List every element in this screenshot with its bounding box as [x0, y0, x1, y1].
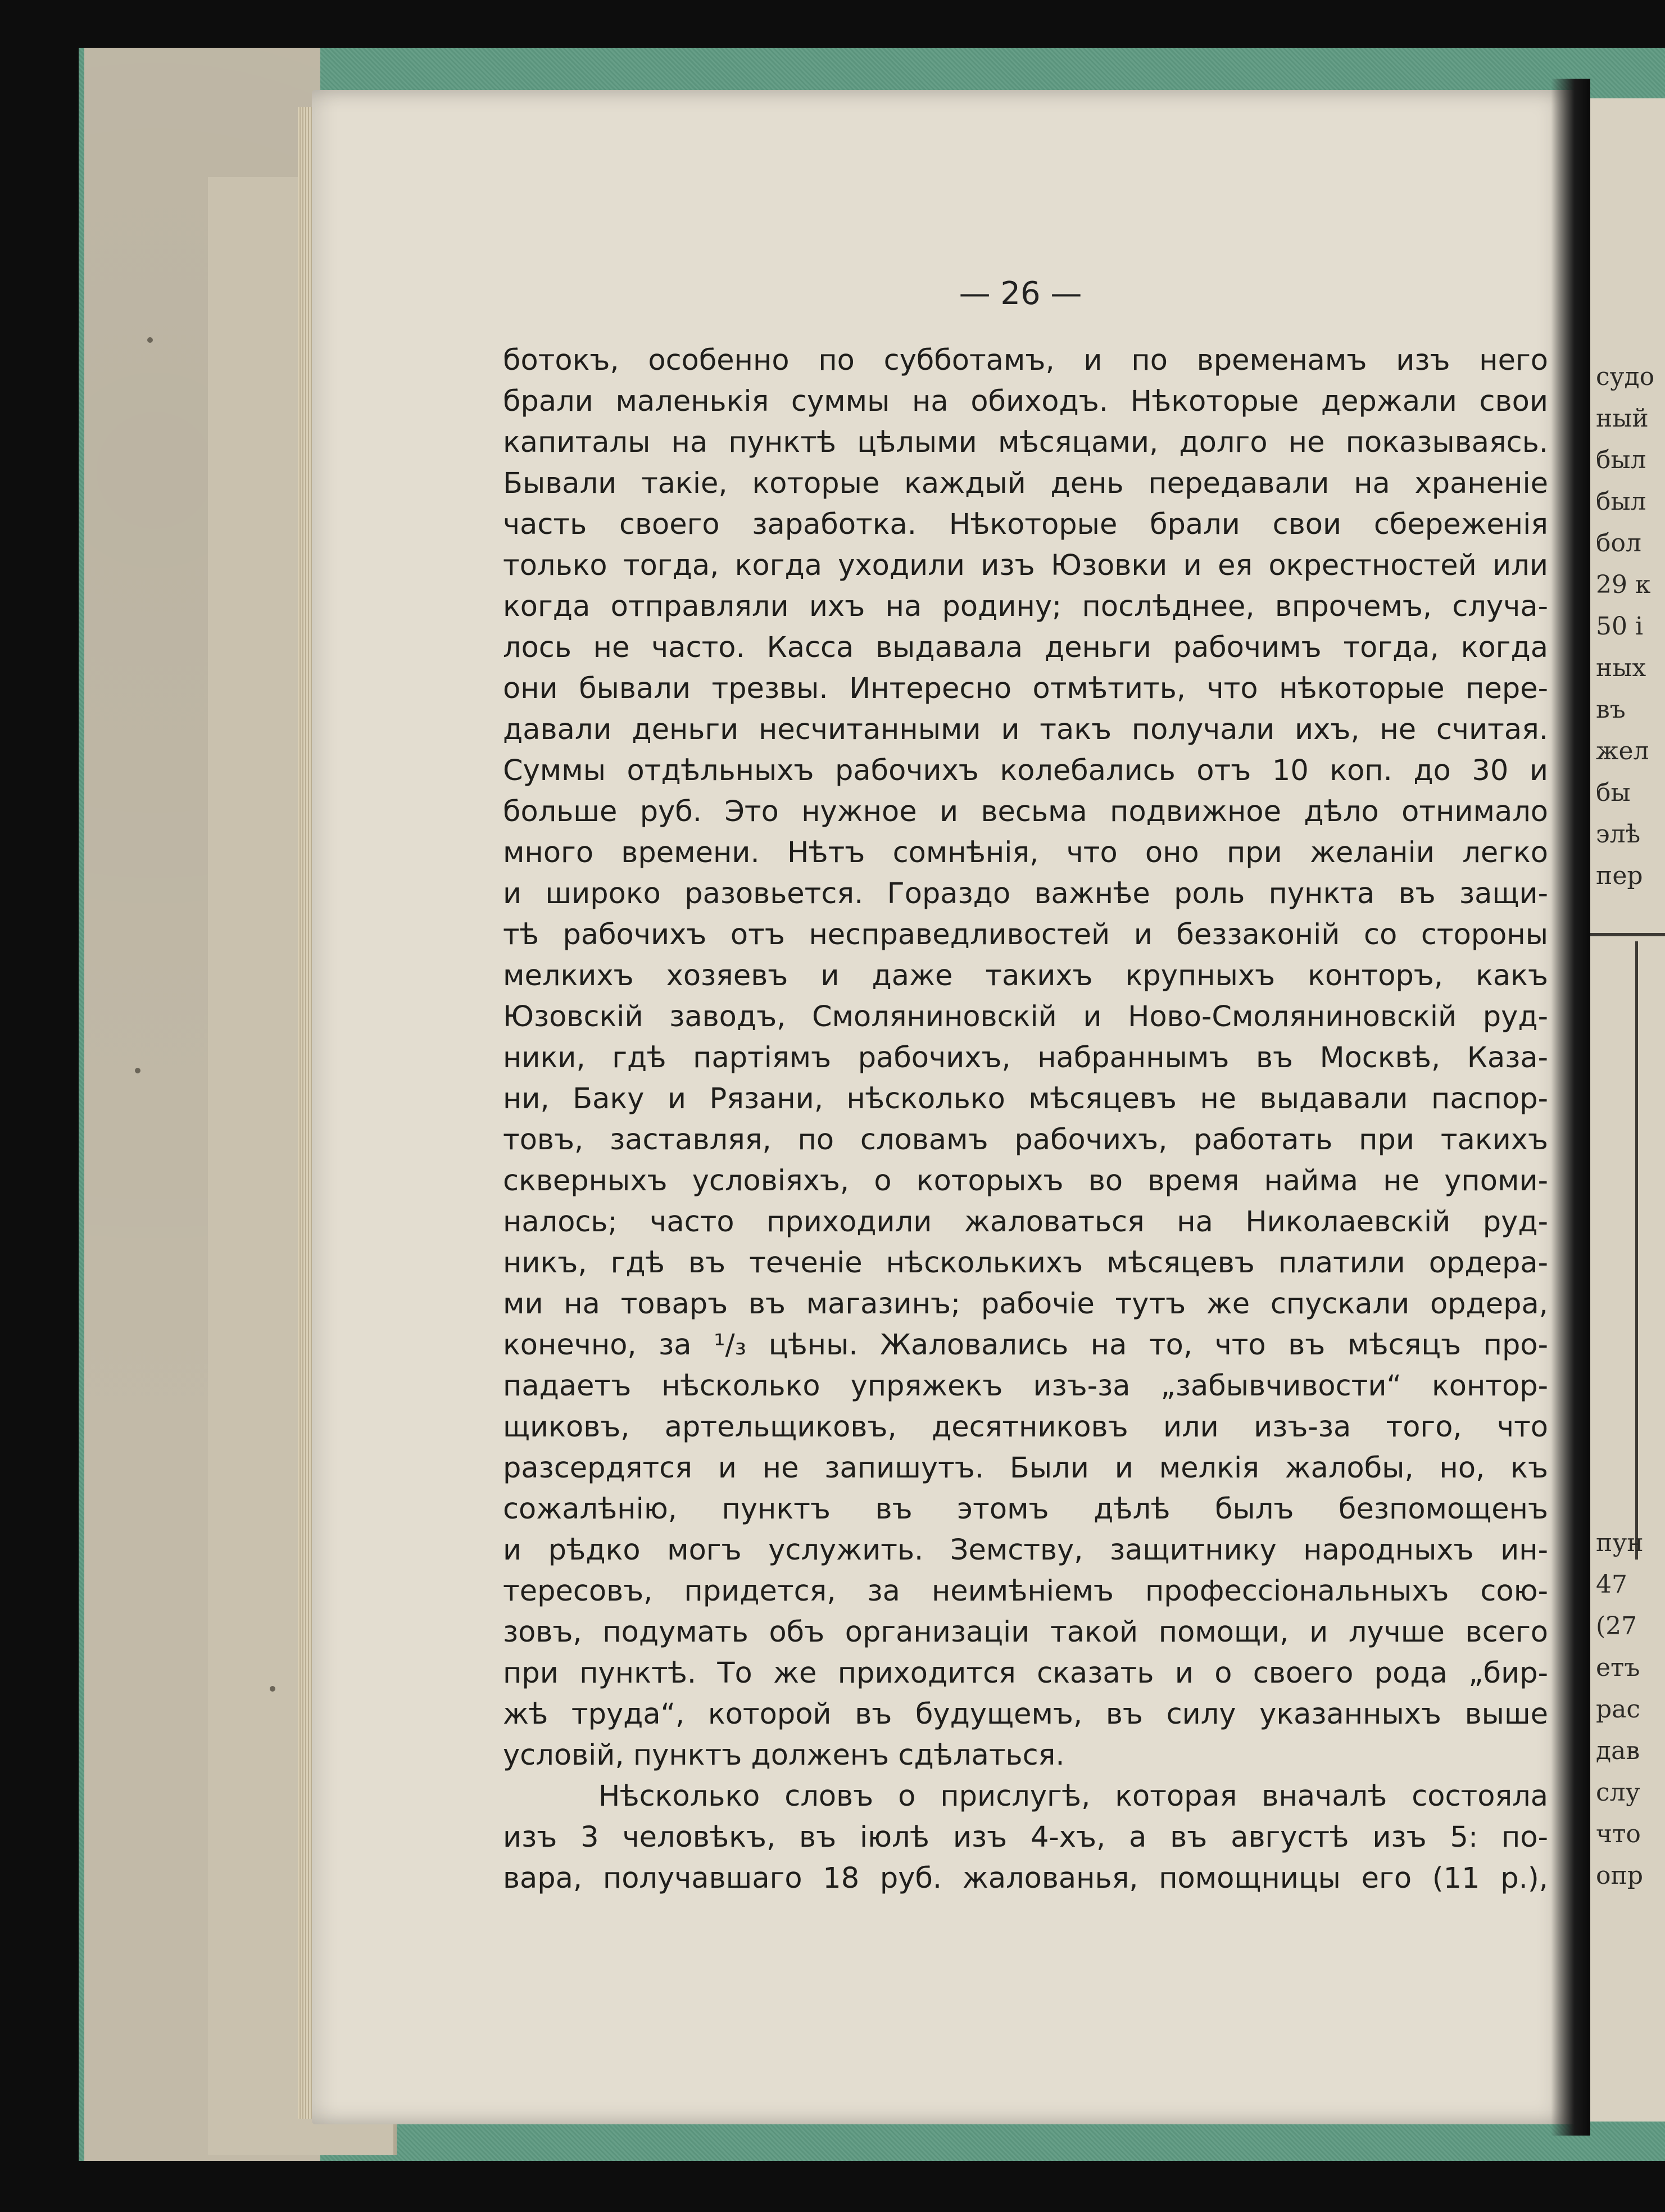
text-line: скверныхъ условіяхъ, о которыхъ во время найма не упоми- — [503, 1164, 1548, 1198]
right-page-fragment: 50 і — [1596, 612, 1644, 641]
spine-mark — [147, 337, 153, 343]
right-page-fragment: что — [1596, 1820, 1641, 1848]
spine-paper-strip — [84, 48, 320, 2161]
text-line: когда отправляли ихъ на родину; послѣднее, впрочемъ, случа- — [503, 590, 1548, 623]
text-line: жѣ труда“, которой въ будущемъ, въ силу указанныхъ выше — [503, 1698, 1548, 1731]
right-page-fragment: 47 — [1596, 1570, 1627, 1599]
text-line: тѣ рабочихъ отъ несправедливостей и беззаконій со стороны — [503, 918, 1548, 951]
text-line: они бывали трезвы. Интересно отмѣтить, что нѣкоторые пере- — [503, 672, 1548, 705]
right-page-fragment: дав — [1596, 1737, 1640, 1765]
text-line: давали деньги несчитанными и такъ получали ихъ, не считая. — [503, 713, 1548, 746]
page-number: — 26 — — [959, 275, 1082, 312]
body-text — [503, 340, 1548, 1899]
text-line: много времени. Нѣтъ сомнѣнія, что оно при желаніи легко — [503, 836, 1548, 869]
right-page-fragment: слу — [1596, 1778, 1640, 1807]
right-page-fragment: етъ — [1596, 1653, 1640, 1682]
text-line: Бывали такіе, которые каждый день передавали на храненіе — [503, 467, 1548, 500]
text-line: и широко разовьется. Гораздо важнѣе роль пункта въ защи- — [503, 877, 1548, 910]
text-line: сожалѣнію, пунктъ въ этомъ дѣлѣ былъ безпомощенъ — [503, 1493, 1548, 1526]
text-line: ники, гдѣ партіямъ рабочихъ, набраннымъ въ Москвѣ, Каза- — [503, 1041, 1548, 1075]
right-page-fragment: был — [1596, 446, 1646, 474]
text-line: больше руб. Это нужное и весьма подвижное дѣло отнимало — [503, 795, 1548, 828]
text-line: тересовъ, придется, за неимѣніемъ профессіональныхъ сою- — [503, 1575, 1548, 1608]
page-gutter-shadow — [1551, 79, 1590, 2136]
text-line: мелкихъ хозяевъ и даже такихъ крупныхъ конторъ, какъ — [503, 959, 1548, 992]
text-line: ни, Баку и Рязани, нѣсколько мѣсяцевъ не выдавали паспор- — [503, 1082, 1548, 1116]
right-page-fragment: жел — [1596, 737, 1649, 765]
right-page-rule — [1590, 933, 1665, 936]
right-page-fragment: пун — [1596, 1529, 1644, 1557]
right-page-fragment: опр — [1596, 1861, 1643, 1890]
right-page-fragment: ный — [1596, 404, 1649, 433]
right-page-fragment: въ — [1596, 695, 1626, 724]
text-line: часть своего заработка. Нѣкоторые брали свои сбереженія — [503, 508, 1548, 541]
right-page-fragment: бы — [1596, 778, 1631, 807]
text-line: падаетъ нѣсколько упряжекъ изъ-за „забывчивости“ контор- — [503, 1370, 1548, 1403]
text-line: щиковъ, артельщиковъ, десятниковъ или изъ-за того, что — [503, 1411, 1548, 1444]
text-line: никъ, гдѣ въ теченіе нѣсколькихъ мѣсяцевъ платили ордера- — [503, 1246, 1548, 1280]
text-line: зовъ, подумать объ организаціи такой помощи, и лучше всего — [503, 1616, 1548, 1649]
text-line: Суммы отдѣльныхъ рабочихъ колебались отъ 10 коп. до 30 и — [503, 754, 1548, 787]
right-page-fragment: судо — [1596, 362, 1655, 391]
text-line: разсердятся и не запишутъ. Были и мелкія жалобы, но, къ — [503, 1452, 1548, 1485]
text-line: Нѣсколько словъ о прислугѣ, которая вначалѣ состояла — [598, 1780, 1548, 1813]
right-page-rule — [1635, 941, 1638, 1560]
text-line: ми на товаръ въ магазинъ; рабочіе тутъ же спускали ордера, — [503, 1288, 1548, 1321]
book-page-right — [1579, 98, 1665, 2122]
right-page-fragment: (27 — [1596, 1612, 1637, 1640]
spine-mark — [270, 1686, 275, 1692]
right-page-fragment: ных — [1596, 654, 1646, 682]
text-line: только тогда, когда уходили изъ Юзовки и ея окрестностей или — [503, 549, 1548, 582]
right-page-fragment: рас — [1596, 1695, 1641, 1724]
text-line: вара, получавшаго 18 руб. жалованья, помощницы его (11 р.), — [503, 1862, 1548, 1895]
text-line: условій, пунктъ долженъ сдѣлаться. — [503, 1739, 1065, 1772]
right-page-fragment: элѣ — [1596, 820, 1641, 849]
text-line: и рѣдко могъ услужить. Земству, защитнику народныхъ ин- — [503, 1534, 1548, 1567]
text-line: Юзовскій заводъ, Смоляниновскій и Ново-Смоляниновскій руд- — [503, 1000, 1548, 1034]
text-line: товъ, заставляя, по словамъ рабочихъ, работать при такихъ — [503, 1123, 1548, 1157]
text-line: изъ 3 человѣкъ, въ іюлѣ изъ 4-хъ, а въ августѣ изъ 5: по- — [503, 1821, 1548, 1854]
text-line: лось не часто. Касса выдавала деньги рабочимъ тогда, когда — [503, 631, 1548, 664]
right-page-fragment: пер — [1596, 862, 1643, 890]
text-line: капиталы на пунктѣ цѣлыми мѣсяцами, долго не показываясь. — [503, 426, 1548, 459]
right-page-fragment: был — [1596, 487, 1646, 516]
text-line: налось; часто приходили жаловаться на Николаевскій руд- — [503, 1205, 1548, 1239]
spine-mark — [135, 1068, 140, 1073]
text-line: при пунктѣ. То же приходится сказать и о своего рода „бир- — [503, 1657, 1548, 1690]
text-line: конечно, за ¹/₃ цѣны. Жаловались на то, что въ мѣсяцъ про- — [503, 1329, 1548, 1362]
text-line: ботокъ, особенно по субботамъ, и по временамъ изъ него — [503, 344, 1548, 377]
text-line: брали маленькія суммы на обиходъ. Нѣкоторые держали свои — [503, 385, 1548, 418]
right-page-fragment: 29 к — [1596, 570, 1651, 599]
right-page-fragment: бол — [1596, 529, 1641, 557]
